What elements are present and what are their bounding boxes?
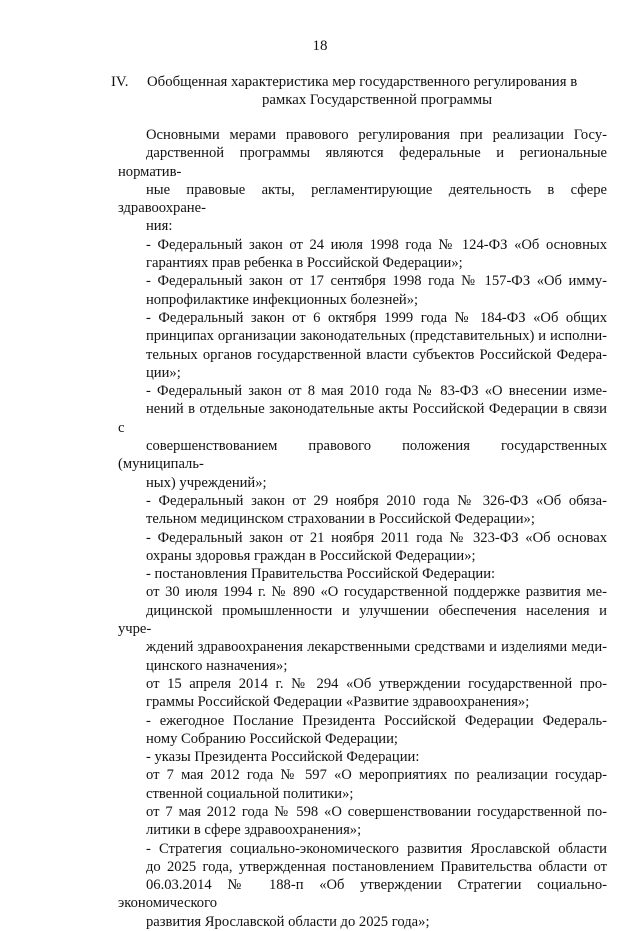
paragraph-line: дицинской промышленности и улучшении обеспечения населения и учре- xyxy=(118,602,607,638)
paragraph-line: ные правовые акты, регламентирующие деятельность в сфере здравоохране- xyxy=(118,181,607,217)
paragraph xyxy=(118,840,607,931)
paragraph-line: - Федеральный закон от 29 ноября 2010 года № 326-ФЗ «Об обяза- xyxy=(146,492,607,509)
paragraph-line: от 7 мая 2012 года № 598 «О совершенствовании государственной по- xyxy=(146,803,607,820)
paragraph-line: литики в сфере здравоохранения»; xyxy=(146,822,362,839)
paragraph-line: от 15 апреля 2014 г. № 294 «Об утверждении государственной про- xyxy=(146,675,607,692)
paragraph xyxy=(118,529,607,566)
paragraph-line: охраны здоровья граждан в Российской Федерации»; xyxy=(146,547,476,564)
page-number: 18 xyxy=(312,38,328,54)
paragraph-line: - Федеральный закон от 24 июля 1998 года № 124-ФЗ «Об основных xyxy=(146,236,607,253)
paragraph xyxy=(118,565,607,583)
paragraph-line: - Федеральный закон от 21 ноября 2011 года № 323-ФЗ «Об основах xyxy=(146,529,607,546)
paragraph xyxy=(118,803,607,840)
paragraph-line: ния: xyxy=(146,218,173,235)
paragraph-line: - ежегодное Послание Президента Российской Федерации Федераль- xyxy=(146,712,607,729)
paragraph xyxy=(118,492,607,529)
paragraph-line: от 7 мая 2012 года № 597 «О мероприятиях по реализации государ- xyxy=(146,767,607,784)
section-number: IV. xyxy=(111,74,129,90)
paragraph-line: совершенствованием правового положения государственных (муниципаль- xyxy=(118,438,607,473)
paragraph-line: ному Собранию Российской Федерации; xyxy=(146,730,398,747)
paragraph-line: цинского назначения»; xyxy=(146,657,288,674)
paragraph-line: Основными мерами правового регулирования при реализации Госу- xyxy=(146,127,607,143)
paragraph-line: развития Ярославской области до 2025 года»; xyxy=(146,913,430,930)
paragraph xyxy=(118,766,607,803)
section-title-line-1: Обобщенная характеристика мер государственного регулирования в xyxy=(147,74,578,90)
paragraph xyxy=(118,126,607,236)
paragraph-line: тельном медицинском страховании в Российской Федерации»; xyxy=(146,511,535,528)
paragraph-line: нопрофилактике инфекционных болезней»; xyxy=(146,291,419,308)
document-body xyxy=(118,126,607,931)
paragraph-line: - указы Президента Российской Федерации: xyxy=(146,749,420,766)
paragraph xyxy=(118,309,607,382)
paragraph-line: тельных органов государственной власти субъектов Российской Федера- xyxy=(146,346,607,363)
paragraph xyxy=(118,236,607,273)
paragraph-line: - Федеральный закон от 8 мая 2010 года № 83-ФЗ «О внесении изме- xyxy=(146,383,607,400)
paragraph-line: - постановления Правительства Российской Федерации: xyxy=(146,566,496,583)
paragraph-line: ственной социальной политики»; xyxy=(146,785,354,802)
paragraph xyxy=(118,712,607,749)
paragraph-line: граммы Российской Федерации «Развитие здравоохранения»; xyxy=(146,694,530,711)
paragraph-line: - Федеральный закон от 17 сентября 1998 года № 157-ФЗ «Об имму- xyxy=(146,273,607,290)
paragraph xyxy=(118,583,607,674)
section-heading xyxy=(111,73,607,109)
paragraph-line: 06.03.2014 № 188-п «Об утверждении Стратегии социально-экономического xyxy=(118,877,607,912)
paragraph-line: принципах организации законодательных (представительных) и исполни- xyxy=(146,328,607,345)
paragraph xyxy=(118,675,607,712)
paragraph-line: ции»; xyxy=(146,364,181,381)
paragraph xyxy=(118,272,607,309)
section-title-line-2: рамках Государственной программы xyxy=(261,92,493,108)
paragraph-line: до 2025 года, утвержденная постановлением Правительства области от xyxy=(146,858,607,875)
paragraph-line: ждений здравоохранения лекарственными средствами и изделиями меди- xyxy=(146,639,607,656)
paragraph-line: - Федеральный закон от 6 октября 1999 года № 184-ФЗ «Об общих xyxy=(146,309,607,326)
paragraph-line: нений в отдельные законодательные акты Российской Федерации в связи с xyxy=(118,401,607,436)
paragraph xyxy=(118,382,607,492)
paragraph-line: гарантиях прав ребенка в Российской Федерации»; xyxy=(146,255,463,272)
paragraph-line: - Стратегия социально-экономического развития Ярославской области xyxy=(146,840,607,857)
paragraph xyxy=(118,748,607,766)
paragraph-line: дарственной программы являются федеральные и региональные норматив- xyxy=(118,145,607,180)
paragraph-line: ных) учреждений»; xyxy=(146,474,267,491)
paragraph-line: от 30 июля 1994 г. № 890 «О государственной поддержке развития ме- xyxy=(146,584,607,601)
